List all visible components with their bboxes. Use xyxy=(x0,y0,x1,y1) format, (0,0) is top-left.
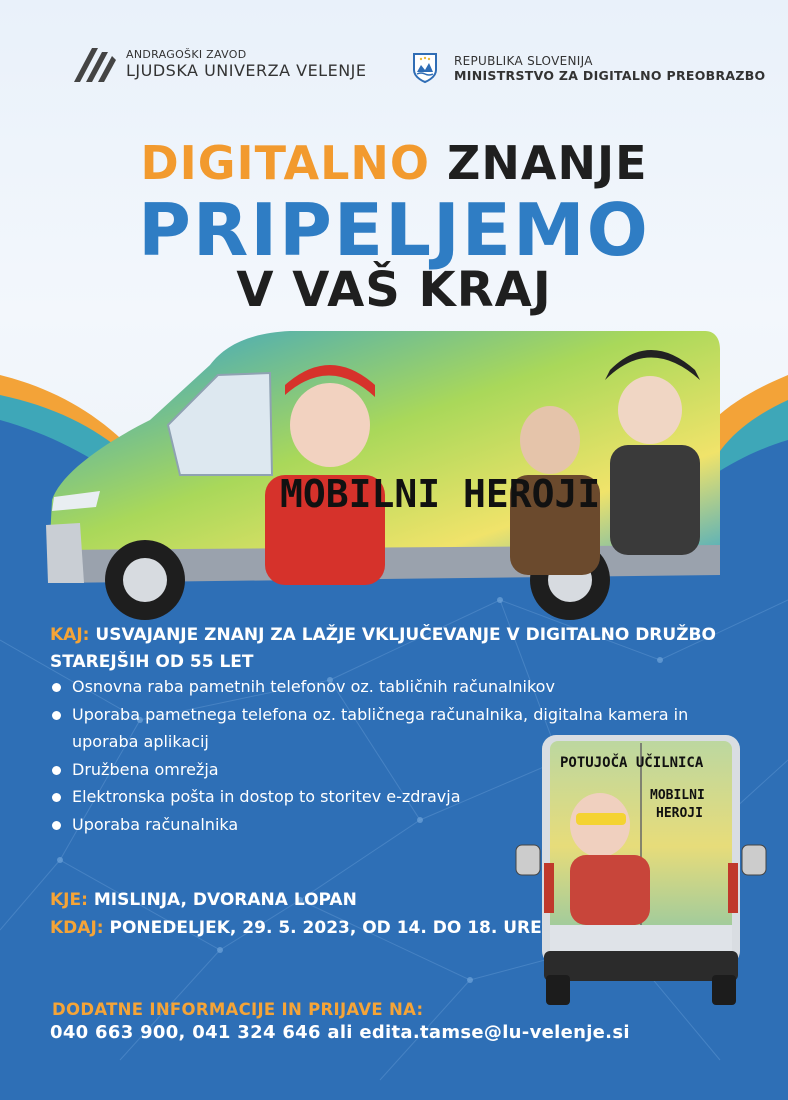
headline-word-znanje: ZNANJE xyxy=(447,136,648,190)
topics-list xyxy=(50,673,730,838)
kaj-text: USVAJANJE ZNANJ ZA LAŽJE VKLJUČEVANJE V DIGITALNO DRUŽBO STAREJŠIH OD 55 LET xyxy=(50,625,716,672)
headline-line2: PRIPELJEMO xyxy=(138,188,650,272)
kdaj-label: KDAJ: xyxy=(50,918,104,938)
rear-van-sub2: HEROJI xyxy=(656,806,703,821)
list-item: Osnovna raba pametnih telefonov oz. tabličnih računalnikov xyxy=(50,673,730,701)
kaj-label: KAJ: xyxy=(50,625,90,645)
kaj-section xyxy=(50,622,740,676)
ljudska-univerza-logo xyxy=(72,44,367,84)
van-side-image xyxy=(40,325,730,625)
kje-label: KJE: xyxy=(50,890,88,910)
org-line1: ANDRAGOŠKI ZAVOD xyxy=(126,48,247,61)
list-item: Elektronska pošta in dostop to storitev e-zdravja xyxy=(50,783,730,811)
slovenia-coat-of-arms-icon xyxy=(412,52,438,84)
headline-word-digitalno: DIGITALNO xyxy=(140,136,430,190)
headline-line1 xyxy=(0,136,788,190)
gov-line2: MINISTRSTVO ZA DIGITALNO PREOBRAZBO xyxy=(454,67,766,83)
list-item: Uporaba računalnika xyxy=(50,811,730,839)
gov-line1: REPUBLIKA SLOVENIJA xyxy=(454,53,593,68)
rear-van-sub1: MOBILNI xyxy=(650,788,705,803)
rear-van-title: POTUJOČA UČILNICA xyxy=(560,755,704,771)
lu-logo-icon xyxy=(72,44,118,84)
republika-slovenija-logo xyxy=(412,52,765,84)
kdaj-text: PONEDELJEK, 29. 5. 2023, OD 14. DO 18. URE xyxy=(109,918,542,938)
kje-text: MISLINJA, DVORANA LOPAN xyxy=(93,890,357,910)
van-side-text: MOBILNI HEROJI xyxy=(280,472,601,516)
list-item: Družbena omrežja xyxy=(50,756,730,784)
org-line2: LJUDSKA UNIVERZA VELENJE xyxy=(126,61,367,80)
contact-heading: DODATNE INFORMACIJE IN PRIJAVE NA: xyxy=(52,1000,424,1019)
kje-section xyxy=(50,890,357,910)
kdaj-section xyxy=(50,918,542,938)
list-item: Uporaba pametnega telefona oz. tabličnega računalnika, digitalna kamera in uporaba aplikacij xyxy=(50,701,730,756)
contact-details[interactable]: 040 663 900, 041 324 646 ali edita.tamse@lu-velenje.si xyxy=(50,1022,630,1043)
headline-line3: V VAŠ KRAJ xyxy=(236,262,552,318)
